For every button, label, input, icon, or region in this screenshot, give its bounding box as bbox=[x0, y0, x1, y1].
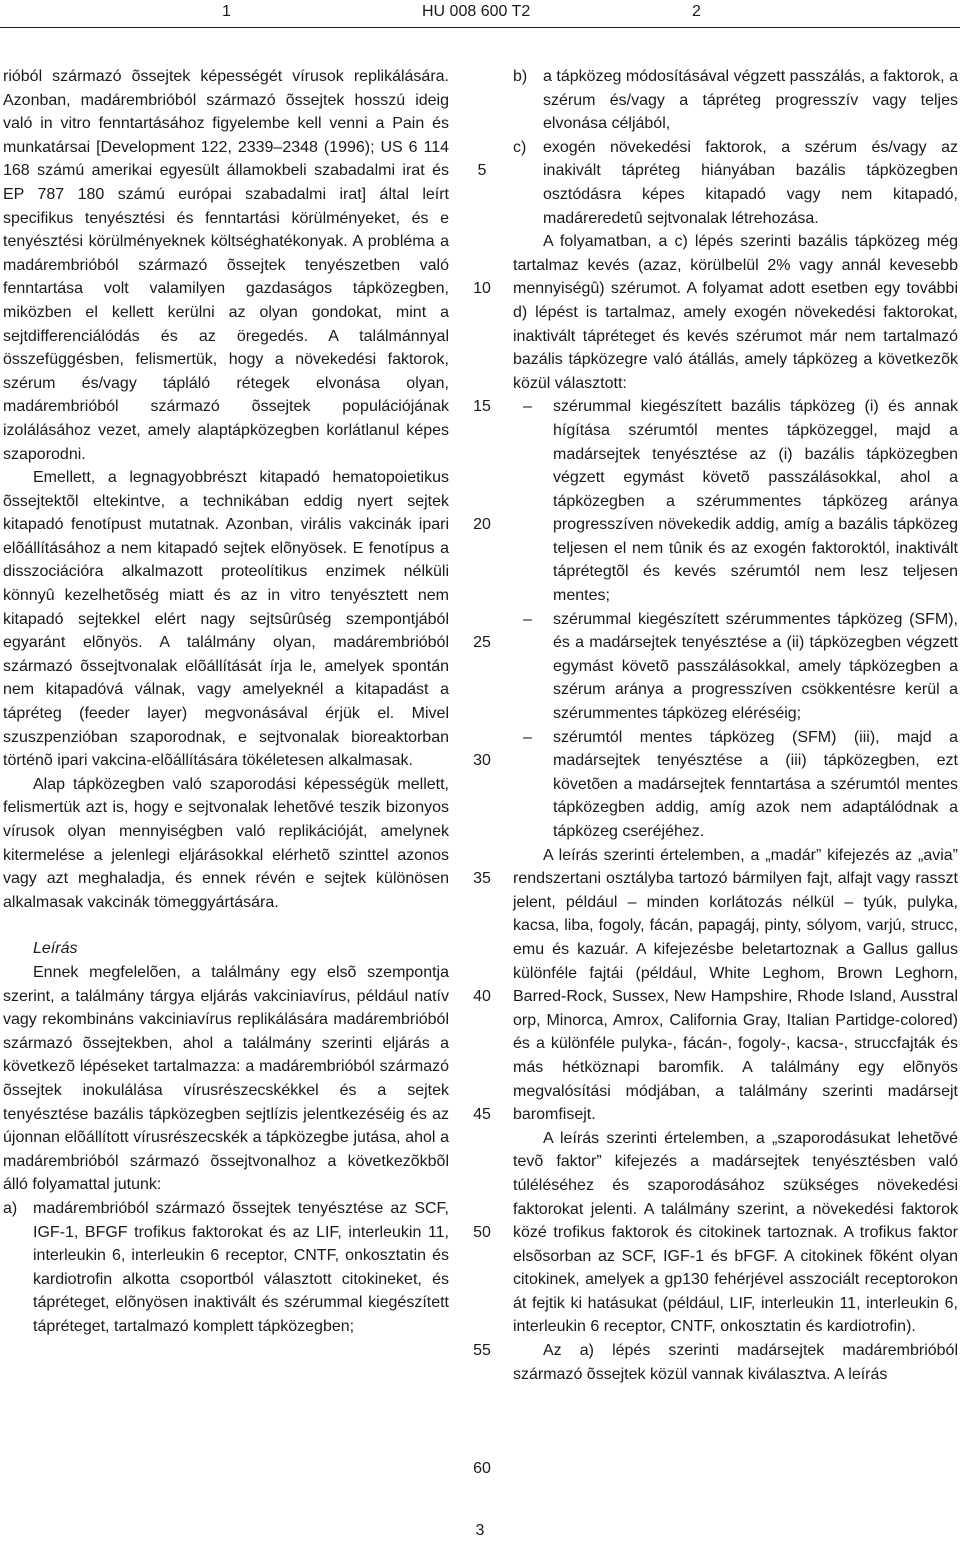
line-number: 40 bbox=[473, 988, 491, 1005]
line-number: 30 bbox=[473, 752, 491, 769]
left-paragraph-4: Ennek megfelelõen, a találmány egy elsõ szempontja szerint, a találmány tárgya eljárás vakciniavírus, például natív vagy rekombináns vakciniavírus replikálására madárembrióból származó õssejtekben, ahol a találmány szerinti eljárás a következõ lépéseket tartalmazza: a madárembrióból származó õssejtek inokulálása vírusrészecskékkel és a sejtek tenyésztése bazális tápközegben sejtlízis jelentkezéséig és az újonnan elõállított vírusrészecskék a tápközegbe jutása, ahol a madárembrióból származó õssejtvonalhoz a következõkbõl álló folyamattal jutunk: bbox=[3, 963, 449, 1194]
line-number: 5 bbox=[477, 162, 487, 179]
page-header bbox=[0, 0, 960, 30]
item-marker: b) bbox=[513, 68, 528, 85]
line-number: 50 bbox=[473, 1224, 491, 1241]
line-number: 25 bbox=[473, 634, 491, 651]
left-page-number: 1 bbox=[222, 3, 231, 20]
right-page-number: 2 bbox=[692, 3, 701, 20]
line-number: 15 bbox=[473, 398, 491, 415]
item-text: szérummal kiegészített bazális tápközeg (i) és annak hígítása szérumtól mentes tápközeggel, majd a madársejtek tenyésztése az (i) bazális tápközegben végzett egymást követõ passzálásokkal, ahol a tápközegben a szérummentes tápközeg aránya progresszíven növekedik addig, amíg a bazális tápközeg teljesen el nem tûnik és az exogén faktoroktól, inaktivált táprétegtõl és kevés szérumtól nem lesz teljesen mentes; bbox=[553, 398, 958, 605]
dash-list bbox=[513, 395, 958, 843]
list-item bbox=[513, 65, 958, 136]
dash-marker: – bbox=[523, 728, 532, 746]
step-list-left bbox=[3, 1197, 449, 1339]
item-marker: c) bbox=[513, 138, 527, 156]
left-paragraph-2: Emellett, a legnagyobbrészt kitapadó hematopoietikus õssejtektõl eltekintve, a technikában eddig nyert sejtek kitapadó fenotípust mutatnak. Azonban, virális vakcinák ipari elõállításához a nem kitapadó sejtek elõnyösek. E fenotípus a disszociációra alkalmazott proteolítikus enzimek nélküli könnyû kezelhetõség miatt és az in vitro tenyésztett nem kitapadó sejtekkel elért nagy sejtsûrûség szempontjából egyaránt elõnyös. A találmány olyan, madárembrióból származó õssejtvonalak elõállítását írja le, amelyek spontán nem kitapadóvá válnak, vagy amelyeknél a kitapadást a tápréteg (feeder layer) megvonásával érjük el. Mivel szuszpenzióban szaporodnak, e sejtvonalak bioreaktorban történõ ipari vakcina-elõállítására tökéletesen alkalmasak. bbox=[3, 469, 449, 770]
dash-marker: – bbox=[523, 398, 532, 416]
line-number: 60 bbox=[473, 1460, 491, 1477]
item-text: exogén növekedési faktorok, a szérum és/vagy az inakivált tápréteg hiányában bazális tápközegben osztódásra képes kitapadó vagy nem kitapadó, madáreredetû sejtvonalak létrehozása. bbox=[543, 138, 958, 227]
left-paragraph-1: rióból származó õssejtek képességét vírusok replikálására. Azonban, madárembrióból származó õssejtek hosszú ideig való in vitro fenntartásához figyelembe kell venni a Pain és munkatársai [Development 122, 2339–2348 (1996); US 6 114 168 számú amerikai egyesült államokbeli szabadalmi irat és EP 787 180 számú európai szabadalmi irat] által leírt specifikus tenyésztési és fenntartási körülményeket, és e tenyésztési körülményeknek költséghatékonyak. A probléma a madárembrióból származó õssejtek tenyészetben való fenntartása volt valamilyen gazdaságos tápközegben, miközben el kellett kerülni az olyan gondokat, mint a sejtdifferenciálódás és az öregedés. A találmánnyal összefüggésben, felismertük, hogy a növekedési faktorok, szérum és/vagy tápláló rétegek elvonása olyan, madárembrióból származó õssejtek populációjának izolálásához vezet, amely alaptápközegben korlátlanul képes szaporodni. bbox=[3, 68, 449, 463]
dash-marker: – bbox=[523, 610, 532, 628]
right-paragraph-4: Az a) lépés szerinti madársejtek madárembrióból származó õssejtek közül vannak kiválasztva. A leírás bbox=[513, 1342, 958, 1383]
line-number: 45 bbox=[473, 1106, 491, 1123]
document-id: HU 008 600 T2 bbox=[422, 3, 531, 20]
left-paragraph-3: Alap tápközegben való szaporodási képességük mellett, felismertük azt is, hogy e sejtvonalak lehetõvé teszik bizonyos vírusok olyan mennyiségben való replikációját, amelynek kitermelése a jelenlegi eljárásokkal elérhetõ szinttel azonos vagy azt meghaladja, és ennek révén e sejtek különösen alkalmasak vakcinák tömeggyártására. bbox=[3, 775, 449, 911]
right-column bbox=[513, 65, 958, 1386]
list-item bbox=[513, 136, 958, 230]
section-heading: Leírás bbox=[33, 940, 78, 958]
header-rule bbox=[0, 27, 960, 28]
right-paragraph-1: A folyamatban, a c) lépés szerinti bazális tápközeg még tartalmaz kevés (azaz, körülbelül 2% vagy annál kevesebb mennyiségû) szérumot. A folyamat adott esetben egy további d) lépést is tartalmaz, amely exogén növekedési faktorokat, inaktivált tápréteget és kevés szérumot már nem tartalmazó bazális tápközegre való átállás, amely tápközeg a következõk közül választott: bbox=[513, 233, 958, 392]
right-paragraph-2: A leírás szerinti értelemben, a „madár” kifejezés az „avia” rendszertani osztályba tartozó bármilyen fajt, alfajt vagy rasszt jelent, például – minden korlátozás nélkül – tyúk, pulyka, kacsa, liba, fogoly, fácán, papagáj, pinty, sólyom, varjú, strucc, emu és kazuár. A kifejezésbe beletartoznak a Gallus gallus különféle fajtái (például, White Leghom, Brown Leghorn, Barred-Rock, Sussex, New Hampshire, Rhode Island, Ausstral orp, Minorca, Amrox, California Gray, Italian Partidge-colored) és a különféle pulyka-, fácán-, fogoly-, kacsa-, struccfajták és más hétköznapi baromfik. A találmány egy elõnyös megvalósítási módjában, a találmány szerinti madársejt baromfisejt. bbox=[513, 846, 958, 1124]
item-marker: a) bbox=[3, 1199, 18, 1217]
right-paragraph-3: A leírás szerinti értelemben, a „szaporodásukat lehetõvé tevõ faktor” kifejezés a madársejtek tenyésztésben való túléléséhez és szaporodásához szükséges növekedési faktorokat jelenti. A találmány szerint, a növekedési faktorok közé trofikus faktorok és citokinek tartoznak. A trofikus faktor elsõsorban az SCF, IGF-1 és bFGF. A citokinek fõként olyan citokinek, amelyek a gp130 fehérjével asszociált receptorokon át fejtik ki hatásukat (például, LIF, interleukin 11, interleukin 6, interleukin 6 receptor, CNTF, onkosztatin és kardiotrofin). bbox=[513, 1129, 958, 1336]
item-text: madárembrióból származó õssejtek tenyésztése az SCF, IGF-1, BFGF trofikus faktorokat és az LIF, interleukin 11, interleukin 6, interleukin 6 receptor, CNTF, onkosztatin és kardiotrofin alkotta csoportból választott citokineket, és tápréteget, elõnyösen inaktivált és szérummal kiegészített tápréteget, tartalmazó komplett tápközegben; bbox=[33, 1199, 449, 1335]
list-item bbox=[513, 608, 958, 726]
line-number: 10 bbox=[473, 280, 491, 297]
line-number: 35 bbox=[473, 870, 491, 887]
line-number: 20 bbox=[473, 516, 491, 533]
list-item bbox=[513, 395, 958, 607]
step-list-right bbox=[513, 65, 958, 230]
item-text: a tápközeg módosításával végzett passzálás, a faktorok, a szérum és/vagy a tápréteg progresszív vagy teljes elvonása céljából, bbox=[543, 68, 958, 133]
left-column bbox=[3, 65, 449, 1338]
item-text: szérumtól mentes tápközeg (SFM) (iii), majd a madársejtek tenyésztése a (iii) tápközegben, ezt követõen a madársejtek fenntartása a szérumtól mentes tápközegben addig, amíg azok nem adaptálódnak a tápközeg cseréjéhez. bbox=[553, 728, 958, 840]
page-footer-number: 3 bbox=[475, 1522, 485, 1539]
list-item bbox=[3, 1197, 449, 1339]
list-item bbox=[513, 726, 958, 844]
line-number: 55 bbox=[473, 1342, 491, 1359]
item-text: szérummal kiegészített szérummentes tápközeg (SFM), és a madársejtek tenyésztése a (ii) tápközegben végzett egymást követõ passzálásokkal, amely tápközegben a szérum aránya a progresszíven csökkentésre kerül a szérummentes tápközeg eléréséig; bbox=[553, 610, 958, 723]
